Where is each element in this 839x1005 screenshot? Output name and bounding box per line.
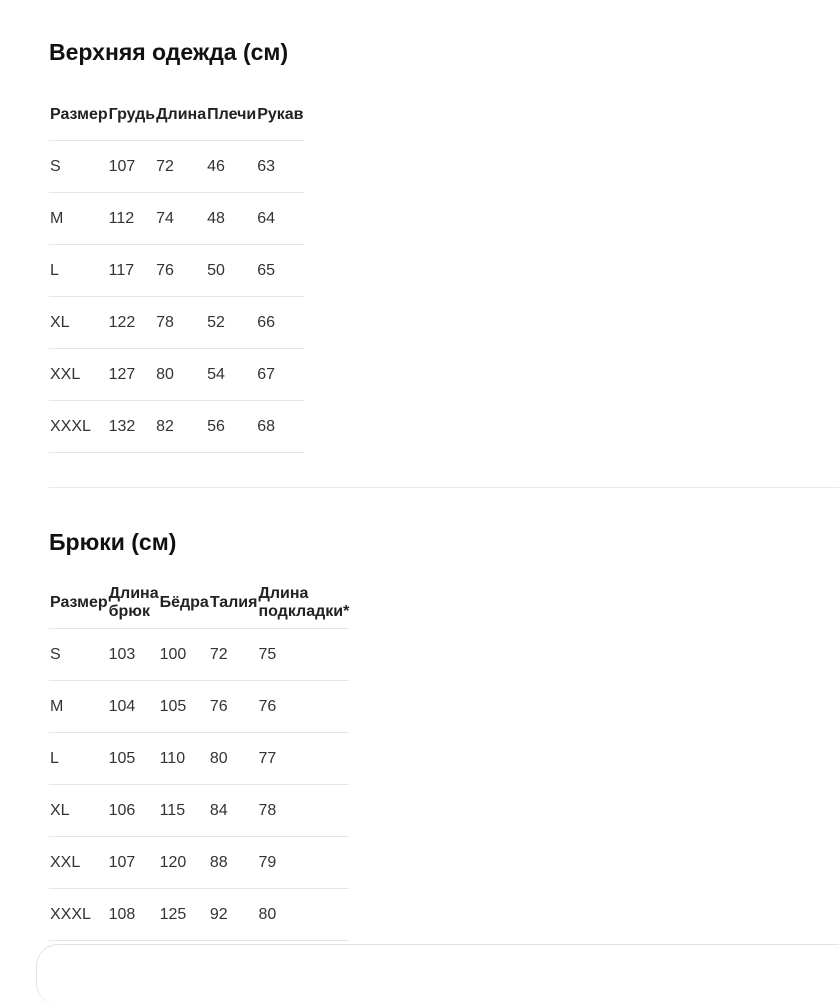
section-divider bbox=[49, 487, 839, 488]
cell-hips: 125 bbox=[159, 889, 209, 941]
header-length: Длина bbox=[155, 89, 206, 141]
cell-shoulders: 54 bbox=[206, 349, 256, 401]
table-header-row bbox=[49, 577, 349, 629]
cell-waist: 80 bbox=[209, 733, 258, 785]
cell-pants-length: 108 bbox=[108, 889, 159, 941]
cell-pants-length: 103 bbox=[108, 629, 159, 681]
cell-size: XXL bbox=[49, 837, 108, 889]
cell-sleeve: 64 bbox=[256, 193, 303, 245]
cell-lining-length: 75 bbox=[257, 629, 349, 681]
cell-hips: 100 bbox=[159, 629, 209, 681]
cell-shoulders: 56 bbox=[206, 401, 256, 453]
cell-size: XXXL bbox=[49, 889, 108, 941]
cell-length: 80 bbox=[155, 349, 206, 401]
cell-size: XL bbox=[49, 785, 108, 837]
outerwear-title: Верхняя одежда (см) bbox=[49, 39, 289, 65]
cell-lining-length: 77 bbox=[257, 733, 349, 785]
header-shoulders: Плечи bbox=[206, 89, 256, 141]
cell-size: L bbox=[49, 245, 108, 297]
table-row bbox=[49, 349, 304, 401]
cell-lining-length: 76 bbox=[257, 681, 349, 733]
cell-lining-length: 80 bbox=[257, 889, 349, 941]
header-waist: Талия bbox=[209, 577, 258, 629]
table-row bbox=[49, 141, 304, 193]
next-card-edge bbox=[36, 944, 839, 1005]
cell-pants-length: 105 bbox=[108, 733, 159, 785]
header-chest: Грудь bbox=[108, 89, 156, 141]
table-row bbox=[49, 401, 304, 453]
header-hips: Бёдра bbox=[159, 577, 209, 629]
outerwear-section bbox=[49, 38, 304, 435]
cell-size: M bbox=[49, 681, 108, 733]
header-sleeve: Рукав bbox=[256, 89, 303, 141]
table-row bbox=[49, 837, 349, 889]
table-row bbox=[49, 629, 349, 681]
table-row bbox=[49, 193, 304, 245]
cell-chest: 112 bbox=[108, 193, 156, 245]
table-row bbox=[49, 889, 349, 941]
cell-sleeve: 63 bbox=[256, 141, 303, 193]
cell-sleeve: 65 bbox=[256, 245, 303, 297]
cell-lining-length: 78 bbox=[257, 785, 349, 837]
cell-waist: 92 bbox=[209, 889, 258, 941]
cell-sleeve: 67 bbox=[256, 349, 303, 401]
cell-length: 74 bbox=[155, 193, 206, 245]
table-row bbox=[49, 785, 349, 837]
cell-length: 72 bbox=[155, 141, 206, 193]
cell-chest: 107 bbox=[108, 141, 156, 193]
header-size: Размер bbox=[49, 89, 108, 141]
table-row bbox=[49, 297, 304, 349]
cell-length: 78 bbox=[155, 297, 206, 349]
header-lining-length: Длина подкладки* bbox=[257, 577, 349, 629]
cell-shoulders: 48 bbox=[206, 193, 256, 245]
cell-waist: 88 bbox=[209, 837, 258, 889]
table-row bbox=[49, 733, 349, 785]
cell-hips: 120 bbox=[159, 837, 209, 889]
cell-waist: 84 bbox=[209, 785, 258, 837]
cell-waist: 76 bbox=[209, 681, 258, 733]
pants-title: Брюки (см) bbox=[49, 529, 177, 555]
cell-length: 82 bbox=[155, 401, 206, 453]
header-size: Размер bbox=[49, 577, 108, 629]
header-pants-length: Длина брюк bbox=[108, 577, 159, 629]
cell-shoulders: 50 bbox=[206, 245, 256, 297]
cell-pants-length: 107 bbox=[108, 837, 159, 889]
cell-size: XXL bbox=[49, 349, 108, 401]
pants-section bbox=[49, 528, 350, 923]
cell-size: XXXL bbox=[49, 401, 108, 453]
table-header-row bbox=[49, 89, 304, 141]
cell-size: S bbox=[49, 629, 108, 681]
cell-chest: 127 bbox=[108, 349, 156, 401]
cell-length: 76 bbox=[155, 245, 206, 297]
cell-sleeve: 66 bbox=[256, 297, 303, 349]
cell-pants-length: 106 bbox=[108, 785, 159, 837]
cell-hips: 115 bbox=[159, 785, 209, 837]
cell-shoulders: 52 bbox=[206, 297, 256, 349]
cell-chest: 132 bbox=[108, 401, 156, 453]
outerwear-size-table bbox=[49, 89, 304, 453]
cell-sleeve: 68 bbox=[256, 401, 303, 453]
cell-pants-length: 104 bbox=[108, 681, 159, 733]
cell-shoulders: 46 bbox=[206, 141, 256, 193]
table-row bbox=[49, 681, 349, 733]
table-row bbox=[49, 245, 304, 297]
cell-lining-length: 79 bbox=[257, 837, 349, 889]
cell-chest: 122 bbox=[108, 297, 156, 349]
cell-waist: 72 bbox=[209, 629, 258, 681]
cell-size: XL bbox=[49, 297, 108, 349]
cell-size: L bbox=[49, 733, 108, 785]
cell-size: S bbox=[49, 141, 108, 193]
cell-size: M bbox=[49, 193, 108, 245]
cell-hips: 110 bbox=[159, 733, 209, 785]
cell-hips: 105 bbox=[159, 681, 209, 733]
pants-size-table bbox=[49, 577, 349, 941]
cell-chest: 117 bbox=[108, 245, 156, 297]
